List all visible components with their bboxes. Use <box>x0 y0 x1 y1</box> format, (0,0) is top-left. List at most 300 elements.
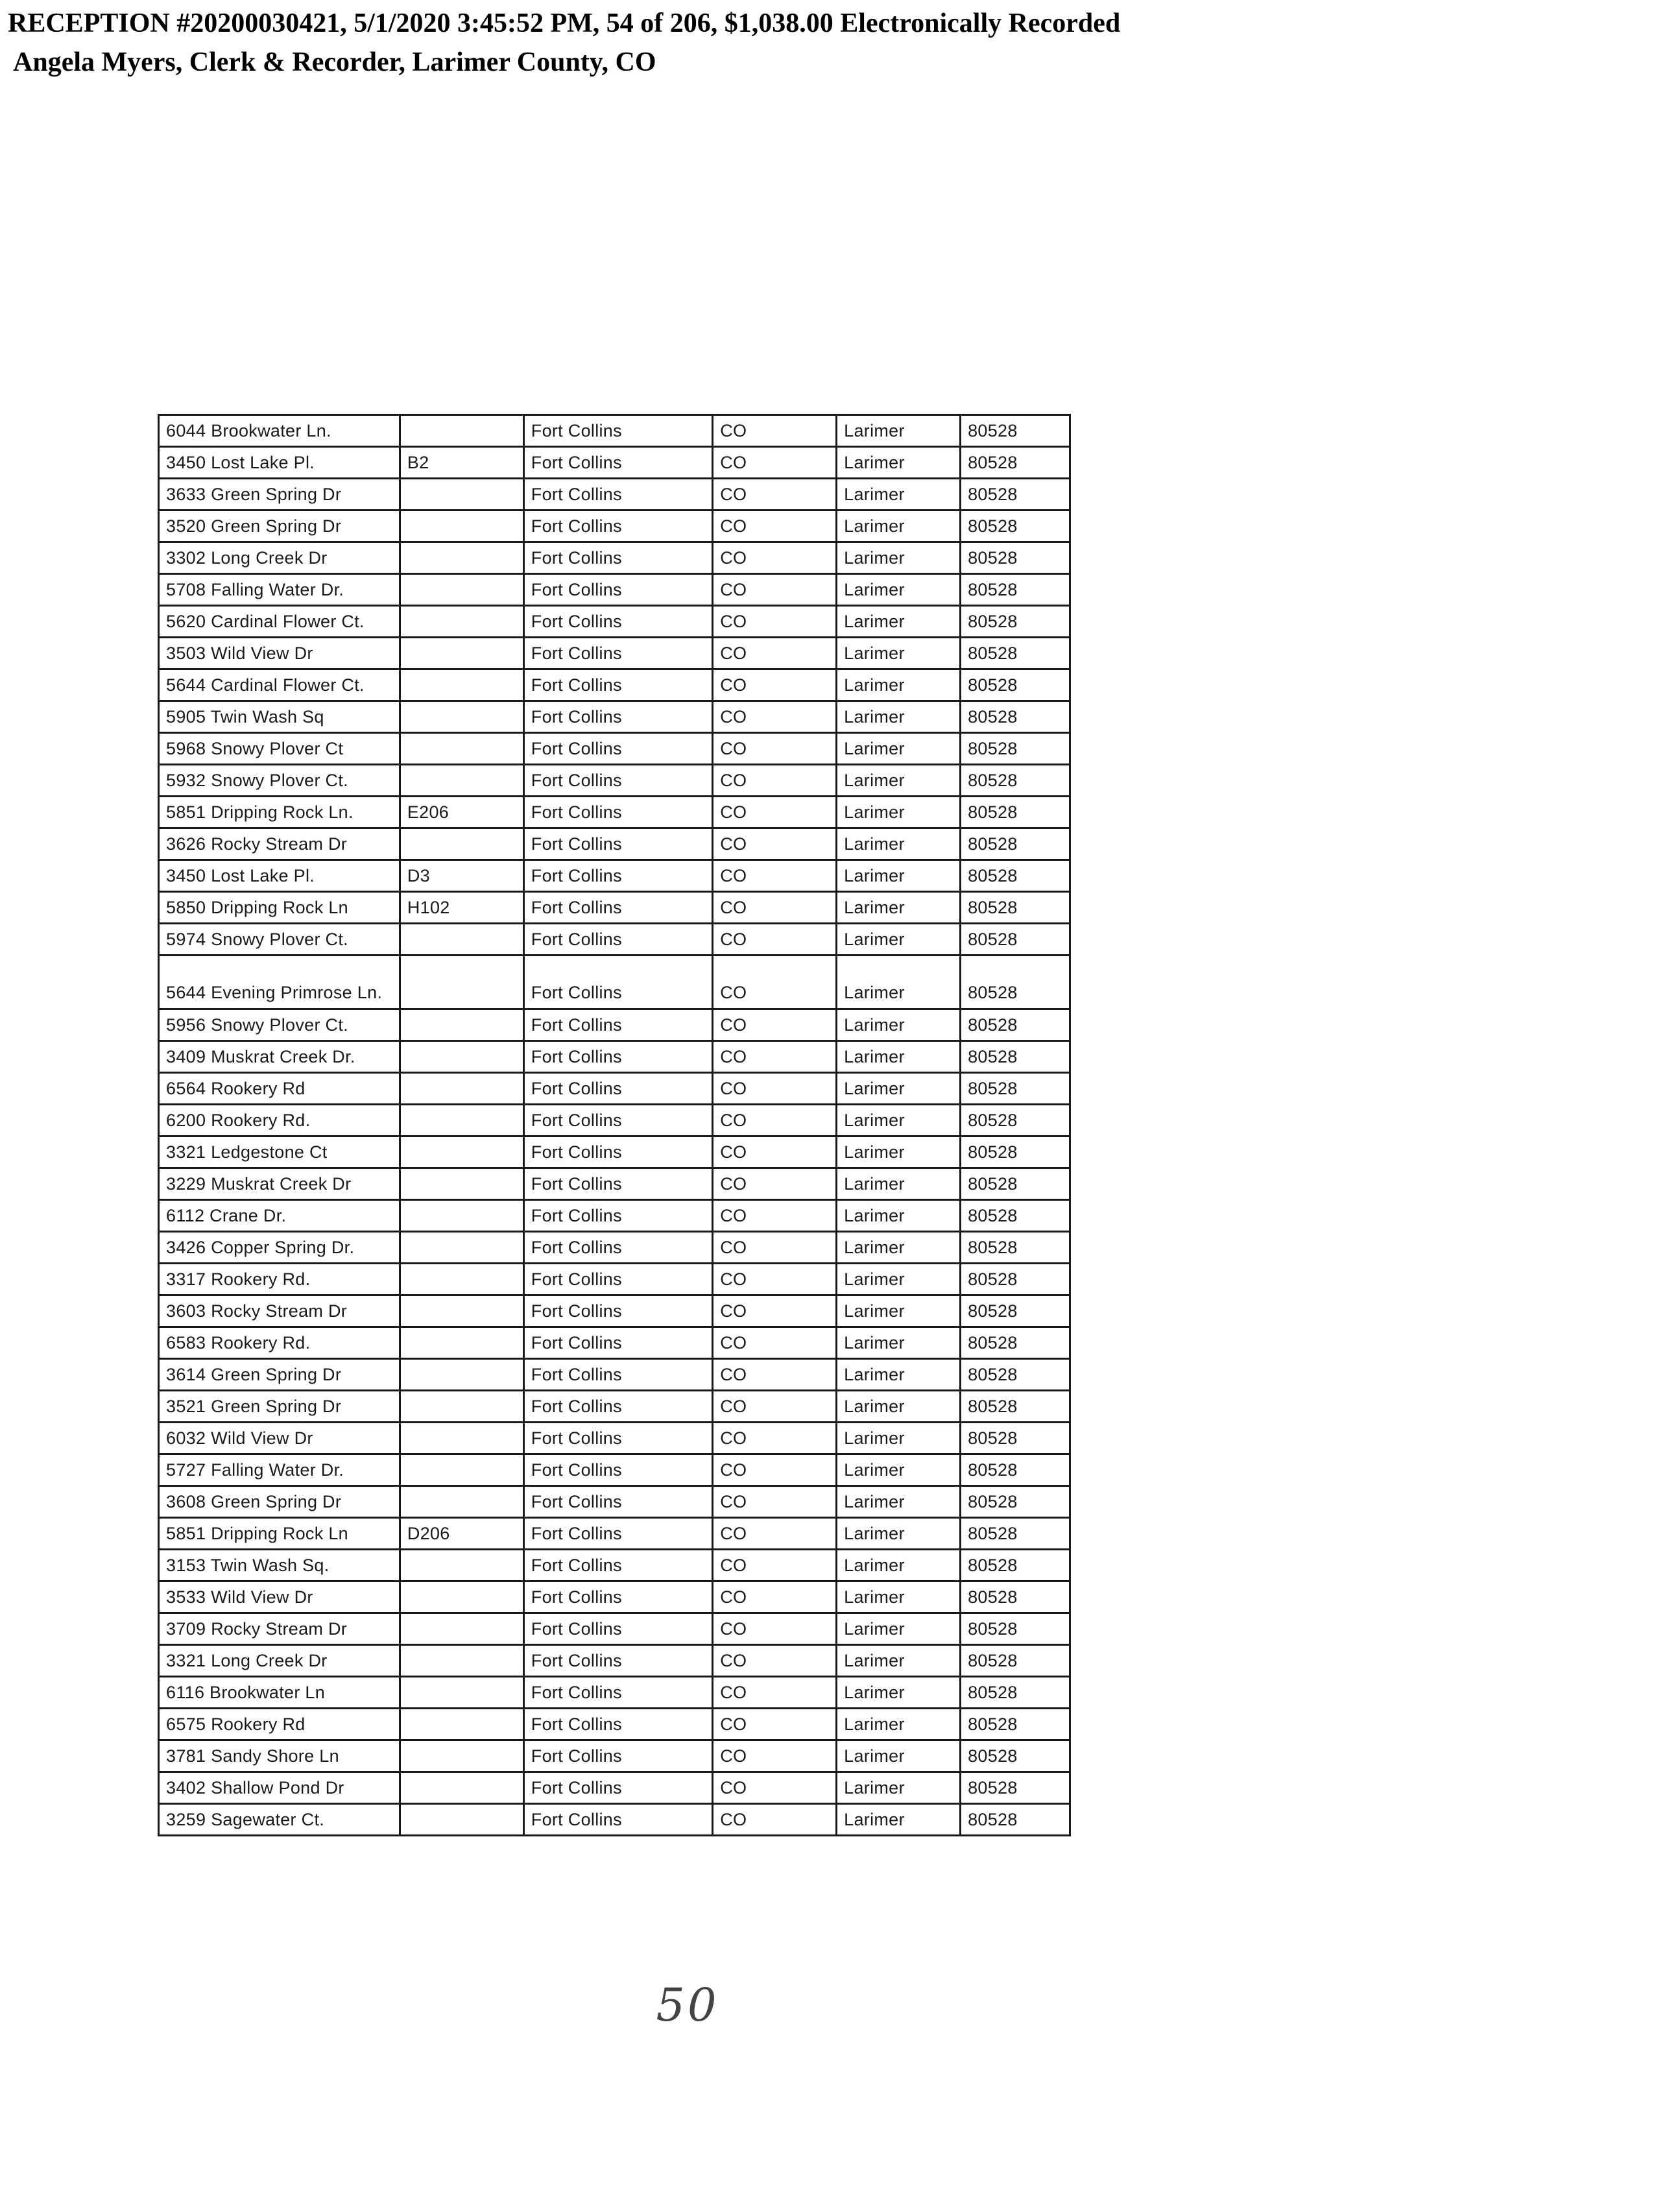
cell-city: Fort Collins <box>523 1391 712 1423</box>
cell-county: Larimer <box>837 1740 961 1772</box>
address-table <box>158 414 1071 1836</box>
table-row <box>159 606 1070 638</box>
cell-city: Fort Collins <box>523 733 712 765</box>
cell-unit <box>400 606 523 638</box>
cell-zip: 80528 <box>961 701 1070 733</box>
cell-county: Larimer <box>837 892 961 924</box>
cell-county: Larimer <box>837 1073 961 1105</box>
cell-zip: 80528 <box>961 1645 1070 1677</box>
cell-address: 3426 Copper Spring Dr. <box>159 1232 400 1264</box>
cell-unit <box>400 1168 523 1200</box>
cell-zip: 80528 <box>961 1136 1070 1168</box>
cell-city: Fort Collins <box>523 1804 712 1836</box>
cell-zip: 80528 <box>961 1009 1070 1041</box>
table-row <box>159 574 1070 606</box>
table-row <box>159 415 1070 447</box>
table-row <box>159 1486 1070 1518</box>
cell-county: Larimer <box>837 606 961 638</box>
table-row <box>159 1264 1070 1295</box>
cell-state: CO <box>713 1105 837 1136</box>
cell-county: Larimer <box>837 701 961 733</box>
cell-city: Fort Collins <box>523 924 712 956</box>
cell-county: Larimer <box>837 1423 961 1454</box>
cell-county: Larimer <box>837 1105 961 1136</box>
recording-header <box>8 4 1120 82</box>
cell-city: Fort Collins <box>523 1168 712 1200</box>
table-row <box>159 1200 1070 1232</box>
cell-state: CO <box>713 1041 837 1073</box>
cell-city: Fort Collins <box>523 1200 712 1232</box>
cell-unit <box>400 733 523 765</box>
cell-address: 3626 Rocky Stream Dr <box>159 828 400 860</box>
table-row <box>159 733 1070 765</box>
cell-unit <box>400 1486 523 1518</box>
cell-address: 3402 Shallow Pond Dr <box>159 1772 400 1804</box>
cell-unit <box>400 638 523 669</box>
table-row <box>159 828 1070 860</box>
table-row <box>159 1804 1070 1836</box>
cell-zip: 80528 <box>961 447 1070 479</box>
cell-city: Fort Collins <box>523 1041 712 1073</box>
cell-state: CO <box>713 1804 837 1836</box>
cell-county: Larimer <box>837 511 961 542</box>
cell-address: 6200 Rookery Rd. <box>159 1105 400 1136</box>
cell-state: CO <box>713 1009 837 1041</box>
cell-zip: 80528 <box>961 1264 1070 1295</box>
cell-state: CO <box>713 669 837 701</box>
cell-city: Fort Collins <box>523 1518 712 1550</box>
cell-zip: 80528 <box>961 1550 1070 1581</box>
cell-state: CO <box>713 1168 837 1200</box>
cell-city: Fort Collins <box>523 1136 712 1168</box>
cell-county: Larimer <box>837 733 961 765</box>
cell-county: Larimer <box>837 924 961 956</box>
cell-city: Fort Collins <box>523 1454 712 1486</box>
table-row <box>159 1041 1070 1073</box>
cell-zip: 80528 <box>961 1105 1070 1136</box>
cell-address: 6032 Wild View Dr <box>159 1423 400 1454</box>
cell-address: 5851 Dripping Rock Ln <box>159 1518 400 1550</box>
cell-state: CO <box>713 828 837 860</box>
cell-unit <box>400 1645 523 1677</box>
address-table-container <box>158 414 1071 1836</box>
cell-address: 3781 Sandy Shore Ln <box>159 1740 400 1772</box>
table-row <box>159 542 1070 574</box>
cell-zip: 80528 <box>961 1709 1070 1740</box>
cell-address: 5968 Snowy Plover Ct <box>159 733 400 765</box>
table-row <box>159 1645 1070 1677</box>
cell-county: Larimer <box>837 415 961 447</box>
handwritten-page-number: 50 <box>656 1978 719 2032</box>
cell-zip: 80528 <box>961 1581 1070 1613</box>
cell-zip: 80528 <box>961 1518 1070 1550</box>
cell-state: CO <box>713 1391 837 1423</box>
cell-city: Fort Collins <box>523 765 712 797</box>
cell-county: Larimer <box>837 1645 961 1677</box>
cell-zip: 80528 <box>961 924 1070 956</box>
cell-state: CO <box>713 1327 837 1359</box>
cell-unit <box>400 1804 523 1836</box>
cell-address: 6116 Brookwater Ln <box>159 1677 400 1709</box>
table-row <box>159 1327 1070 1359</box>
cell-address: 5620 Cardinal Flower Ct. <box>159 606 400 638</box>
cell-county: Larimer <box>837 1581 961 1613</box>
cell-zip: 80528 <box>961 1486 1070 1518</box>
cell-unit <box>400 1264 523 1295</box>
cell-zip: 80528 <box>961 797 1070 828</box>
cell-state: CO <box>713 638 837 669</box>
cell-address: 3259 Sagewater Ct. <box>159 1804 400 1836</box>
cell-unit: H102 <box>400 892 523 924</box>
cell-unit <box>400 1613 523 1645</box>
cell-county: Larimer <box>837 1359 961 1391</box>
cell-state: CO <box>713 415 837 447</box>
cell-county: Larimer <box>837 1486 961 1518</box>
table-row <box>159 1009 1070 1041</box>
cell-zip: 80528 <box>961 1613 1070 1645</box>
cell-zip: 80528 <box>961 574 1070 606</box>
cell-zip: 80528 <box>961 956 1070 1009</box>
cell-city: Fort Collins <box>523 1295 712 1327</box>
cell-zip: 80528 <box>961 669 1070 701</box>
cell-unit <box>400 1581 523 1613</box>
cell-zip: 80528 <box>961 542 1070 574</box>
cell-zip: 80528 <box>961 1295 1070 1327</box>
cell-city: Fort Collins <box>523 479 712 511</box>
cell-state: CO <box>713 1550 837 1581</box>
cell-state: CO <box>713 511 837 542</box>
cell-address: 5644 Evening Primrose Ln. <box>159 956 400 1009</box>
cell-address: 5974 Snowy Plover Ct. <box>159 924 400 956</box>
cell-address: 3709 Rocky Stream Dr <box>159 1613 400 1645</box>
cell-unit <box>400 1740 523 1772</box>
cell-zip: 80528 <box>961 1677 1070 1709</box>
cell-city: Fort Collins <box>523 1645 712 1677</box>
cell-zip: 80528 <box>961 828 1070 860</box>
cell-state: CO <box>713 924 837 956</box>
cell-state: CO <box>713 765 837 797</box>
cell-city: Fort Collins <box>523 1264 712 1295</box>
cell-city: Fort Collins <box>523 1550 712 1581</box>
cell-unit <box>400 1009 523 1041</box>
table-row <box>159 1677 1070 1709</box>
cell-county: Larimer <box>837 1295 961 1327</box>
cell-unit: E206 <box>400 797 523 828</box>
cell-city: Fort Collins <box>523 1613 712 1645</box>
cell-address: 5932 Snowy Plover Ct. <box>159 765 400 797</box>
cell-county: Larimer <box>837 1550 961 1581</box>
cell-county: Larimer <box>837 574 961 606</box>
cell-zip: 80528 <box>961 765 1070 797</box>
cell-county: Larimer <box>837 797 961 828</box>
table-row <box>159 956 1070 1009</box>
cell-unit <box>400 1105 523 1136</box>
cell-county: Larimer <box>837 1168 961 1200</box>
table-row <box>159 1581 1070 1613</box>
cell-state: CO <box>713 1200 837 1232</box>
cell-state: CO <box>713 1136 837 1168</box>
cell-address: 5851 Dripping Rock Ln. <box>159 797 400 828</box>
cell-zip: 80528 <box>961 479 1070 511</box>
cell-city: Fort Collins <box>523 574 712 606</box>
cell-state: CO <box>713 447 837 479</box>
cell-city: Fort Collins <box>523 1581 712 1613</box>
cell-state: CO <box>713 479 837 511</box>
cell-unit <box>400 1391 523 1423</box>
cell-city: Fort Collins <box>523 1740 712 1772</box>
cell-county: Larimer <box>837 669 961 701</box>
cell-address: 3533 Wild View Dr <box>159 1581 400 1613</box>
cell-city: Fort Collins <box>523 447 712 479</box>
cell-county: Larimer <box>837 542 961 574</box>
cell-state: CO <box>713 956 837 1009</box>
cell-unit <box>400 1359 523 1391</box>
cell-zip: 80528 <box>961 1423 1070 1454</box>
cell-state: CO <box>713 860 837 892</box>
cell-city: Fort Collins <box>523 828 712 860</box>
cell-unit <box>400 574 523 606</box>
cell-zip: 80528 <box>961 511 1070 542</box>
cell-county: Larimer <box>837 638 961 669</box>
cell-county: Larimer <box>837 1454 961 1486</box>
cell-unit <box>400 1041 523 1073</box>
cell-county: Larimer <box>837 479 961 511</box>
table-row <box>159 1105 1070 1136</box>
cell-address: 3450 Lost Lake Pl. <box>159 860 400 892</box>
cell-address: 3321 Ledgestone Ct <box>159 1136 400 1168</box>
cell-unit <box>400 765 523 797</box>
cell-address: 5905 Twin Wash Sq <box>159 701 400 733</box>
cell-unit <box>400 511 523 542</box>
cell-address: 3153 Twin Wash Sq. <box>159 1550 400 1581</box>
cell-zip: 80528 <box>961 1391 1070 1423</box>
cell-state: CO <box>713 701 837 733</box>
cell-zip: 80528 <box>961 1168 1070 1200</box>
table-row <box>159 1232 1070 1264</box>
cell-zip: 80528 <box>961 638 1070 669</box>
cell-state: CO <box>713 797 837 828</box>
cell-city: Fort Collins <box>523 415 712 447</box>
table-row <box>159 860 1070 892</box>
cell-unit <box>400 669 523 701</box>
cell-state: CO <box>713 1740 837 1772</box>
cell-city: Fort Collins <box>523 797 712 828</box>
table-row <box>159 1740 1070 1772</box>
cell-address: 6564 Rookery Rd <box>159 1073 400 1105</box>
cell-state: CO <box>713 1073 837 1105</box>
cell-zip: 80528 <box>961 1073 1070 1105</box>
table-row <box>159 1423 1070 1454</box>
cell-zip: 80528 <box>961 1804 1070 1836</box>
cell-zip: 80528 <box>961 606 1070 638</box>
table-row <box>159 511 1070 542</box>
cell-state: CO <box>713 1613 837 1645</box>
cell-city: Fort Collins <box>523 956 712 1009</box>
cell-zip: 80528 <box>961 1359 1070 1391</box>
cell-state: CO <box>713 1645 837 1677</box>
cell-county: Larimer <box>837 1804 961 1836</box>
cell-zip: 80528 <box>961 1200 1070 1232</box>
cell-state: CO <box>713 1359 837 1391</box>
cell-city: Fort Collins <box>523 1709 712 1740</box>
cell-address: 6575 Rookery Rd <box>159 1709 400 1740</box>
table-row <box>159 1359 1070 1391</box>
cell-unit <box>400 1327 523 1359</box>
cell-city: Fort Collins <box>523 860 712 892</box>
cell-address: 5956 Snowy Plover Ct. <box>159 1009 400 1041</box>
cell-state: CO <box>713 1295 837 1327</box>
cell-address: 3409 Muskrat Creek Dr. <box>159 1041 400 1073</box>
cell-unit <box>400 1772 523 1804</box>
cell-state: CO <box>713 542 837 574</box>
table-row <box>159 892 1070 924</box>
cell-address: 3317 Rookery Rd. <box>159 1264 400 1295</box>
cell-county: Larimer <box>837 1041 961 1073</box>
cell-unit <box>400 1454 523 1486</box>
table-row <box>159 1454 1070 1486</box>
table-row <box>159 701 1070 733</box>
cell-county: Larimer <box>837 1232 961 1264</box>
cell-city: Fort Collins <box>523 1009 712 1041</box>
cell-city: Fort Collins <box>523 1486 712 1518</box>
cell-address: 3608 Green Spring Dr <box>159 1486 400 1518</box>
cell-county: Larimer <box>837 956 961 1009</box>
cell-city: Fort Collins <box>523 1359 712 1391</box>
table-row <box>159 1550 1070 1581</box>
cell-address: 3302 Long Creek Dr <box>159 542 400 574</box>
table-row <box>159 1136 1070 1168</box>
cell-zip: 80528 <box>961 733 1070 765</box>
cell-address: 3603 Rocky Stream Dr <box>159 1295 400 1327</box>
cell-address: 3503 Wild View Dr <box>159 638 400 669</box>
cell-city: Fort Collins <box>523 1772 712 1804</box>
cell-address: 6044 Brookwater Ln. <box>159 415 400 447</box>
table-row <box>159 1391 1070 1423</box>
cell-unit <box>400 479 523 511</box>
cell-county: Larimer <box>837 1518 961 1550</box>
cell-county: Larimer <box>837 1264 961 1295</box>
cell-state: CO <box>713 1709 837 1740</box>
cell-unit <box>400 1200 523 1232</box>
cell-state: CO <box>713 606 837 638</box>
cell-address: 3521 Green Spring Dr <box>159 1391 400 1423</box>
cell-city: Fort Collins <box>523 542 712 574</box>
cell-state: CO <box>713 574 837 606</box>
cell-unit <box>400 1550 523 1581</box>
cell-state: CO <box>713 733 837 765</box>
cell-zip: 80528 <box>961 1041 1070 1073</box>
table-row <box>159 447 1070 479</box>
cell-unit <box>400 1423 523 1454</box>
cell-city: Fort Collins <box>523 606 712 638</box>
cell-zip: 80528 <box>961 1454 1070 1486</box>
cell-county: Larimer <box>837 765 961 797</box>
cell-address: 3520 Green Spring Dr <box>159 511 400 542</box>
cell-county: Larimer <box>837 1327 961 1359</box>
table-row <box>159 1613 1070 1645</box>
cell-state: CO <box>713 1264 837 1295</box>
table-row <box>159 1709 1070 1740</box>
cell-city: Fort Collins <box>523 1105 712 1136</box>
cell-unit <box>400 828 523 860</box>
cell-city: Fort Collins <box>523 701 712 733</box>
table-row <box>159 1073 1070 1105</box>
cell-county: Larimer <box>837 1200 961 1232</box>
cell-city: Fort Collins <box>523 638 712 669</box>
cell-unit <box>400 1709 523 1740</box>
cell-county: Larimer <box>837 860 961 892</box>
cell-address: 5708 Falling Water Dr. <box>159 574 400 606</box>
cell-zip: 80528 <box>961 1232 1070 1264</box>
cell-zip: 80528 <box>961 415 1070 447</box>
cell-unit <box>400 1295 523 1327</box>
cell-city: Fort Collins <box>523 892 712 924</box>
cell-unit <box>400 1232 523 1264</box>
cell-unit: B2 <box>400 447 523 479</box>
cell-city: Fort Collins <box>523 1677 712 1709</box>
table-row <box>159 638 1070 669</box>
cell-unit <box>400 924 523 956</box>
table-row <box>159 765 1070 797</box>
table-row <box>159 1772 1070 1804</box>
cell-city: Fort Collins <box>523 1423 712 1454</box>
cell-unit <box>400 701 523 733</box>
cell-city: Fort Collins <box>523 1073 712 1105</box>
cell-county: Larimer <box>837 1613 961 1645</box>
cell-zip: 80528 <box>961 1772 1070 1804</box>
cell-unit <box>400 1136 523 1168</box>
cell-zip: 80528 <box>961 1740 1070 1772</box>
clerk-line: Angela Myers, Clerk & Recorder, Larimer County, CO <box>13 47 656 77</box>
cell-address: 6112 Crane Dr. <box>159 1200 400 1232</box>
cell-state: CO <box>713 1677 837 1709</box>
cell-unit <box>400 415 523 447</box>
cell-address: 5850 Dripping Rock Ln <box>159 892 400 924</box>
cell-state: CO <box>713 1423 837 1454</box>
cell-state: CO <box>713 1518 837 1550</box>
cell-county: Larimer <box>837 1391 961 1423</box>
address-table-body <box>159 415 1070 1836</box>
cell-city: Fort Collins <box>523 1232 712 1264</box>
cell-address: 3229 Muskrat Creek Dr <box>159 1168 400 1200</box>
cell-unit <box>400 542 523 574</box>
cell-county: Larimer <box>837 1009 961 1041</box>
cell-address: 5727 Falling Water Dr. <box>159 1454 400 1486</box>
cell-county: Larimer <box>837 828 961 860</box>
cell-address: 3450 Lost Lake Pl. <box>159 447 400 479</box>
table-row <box>159 1518 1070 1550</box>
cell-city: Fort Collins <box>523 1327 712 1359</box>
table-row <box>159 1295 1070 1327</box>
cell-state: CO <box>713 1772 837 1804</box>
cell-county: Larimer <box>837 1677 961 1709</box>
cell-address: 3633 Green Spring Dr <box>159 479 400 511</box>
cell-state: CO <box>713 1232 837 1264</box>
table-row <box>159 479 1070 511</box>
table-row <box>159 924 1070 956</box>
table-row <box>159 797 1070 828</box>
cell-city: Fort Collins <box>523 511 712 542</box>
cell-state: CO <box>713 1486 837 1518</box>
cell-zip: 80528 <box>961 892 1070 924</box>
cell-state: CO <box>713 1454 837 1486</box>
cell-county: Larimer <box>837 1772 961 1804</box>
table-row <box>159 669 1070 701</box>
cell-county: Larimer <box>837 447 961 479</box>
cell-address: 5644 Cardinal Flower Ct. <box>159 669 400 701</box>
cell-address: 3321 Long Creek Dr <box>159 1645 400 1677</box>
cell-county: Larimer <box>837 1136 961 1168</box>
